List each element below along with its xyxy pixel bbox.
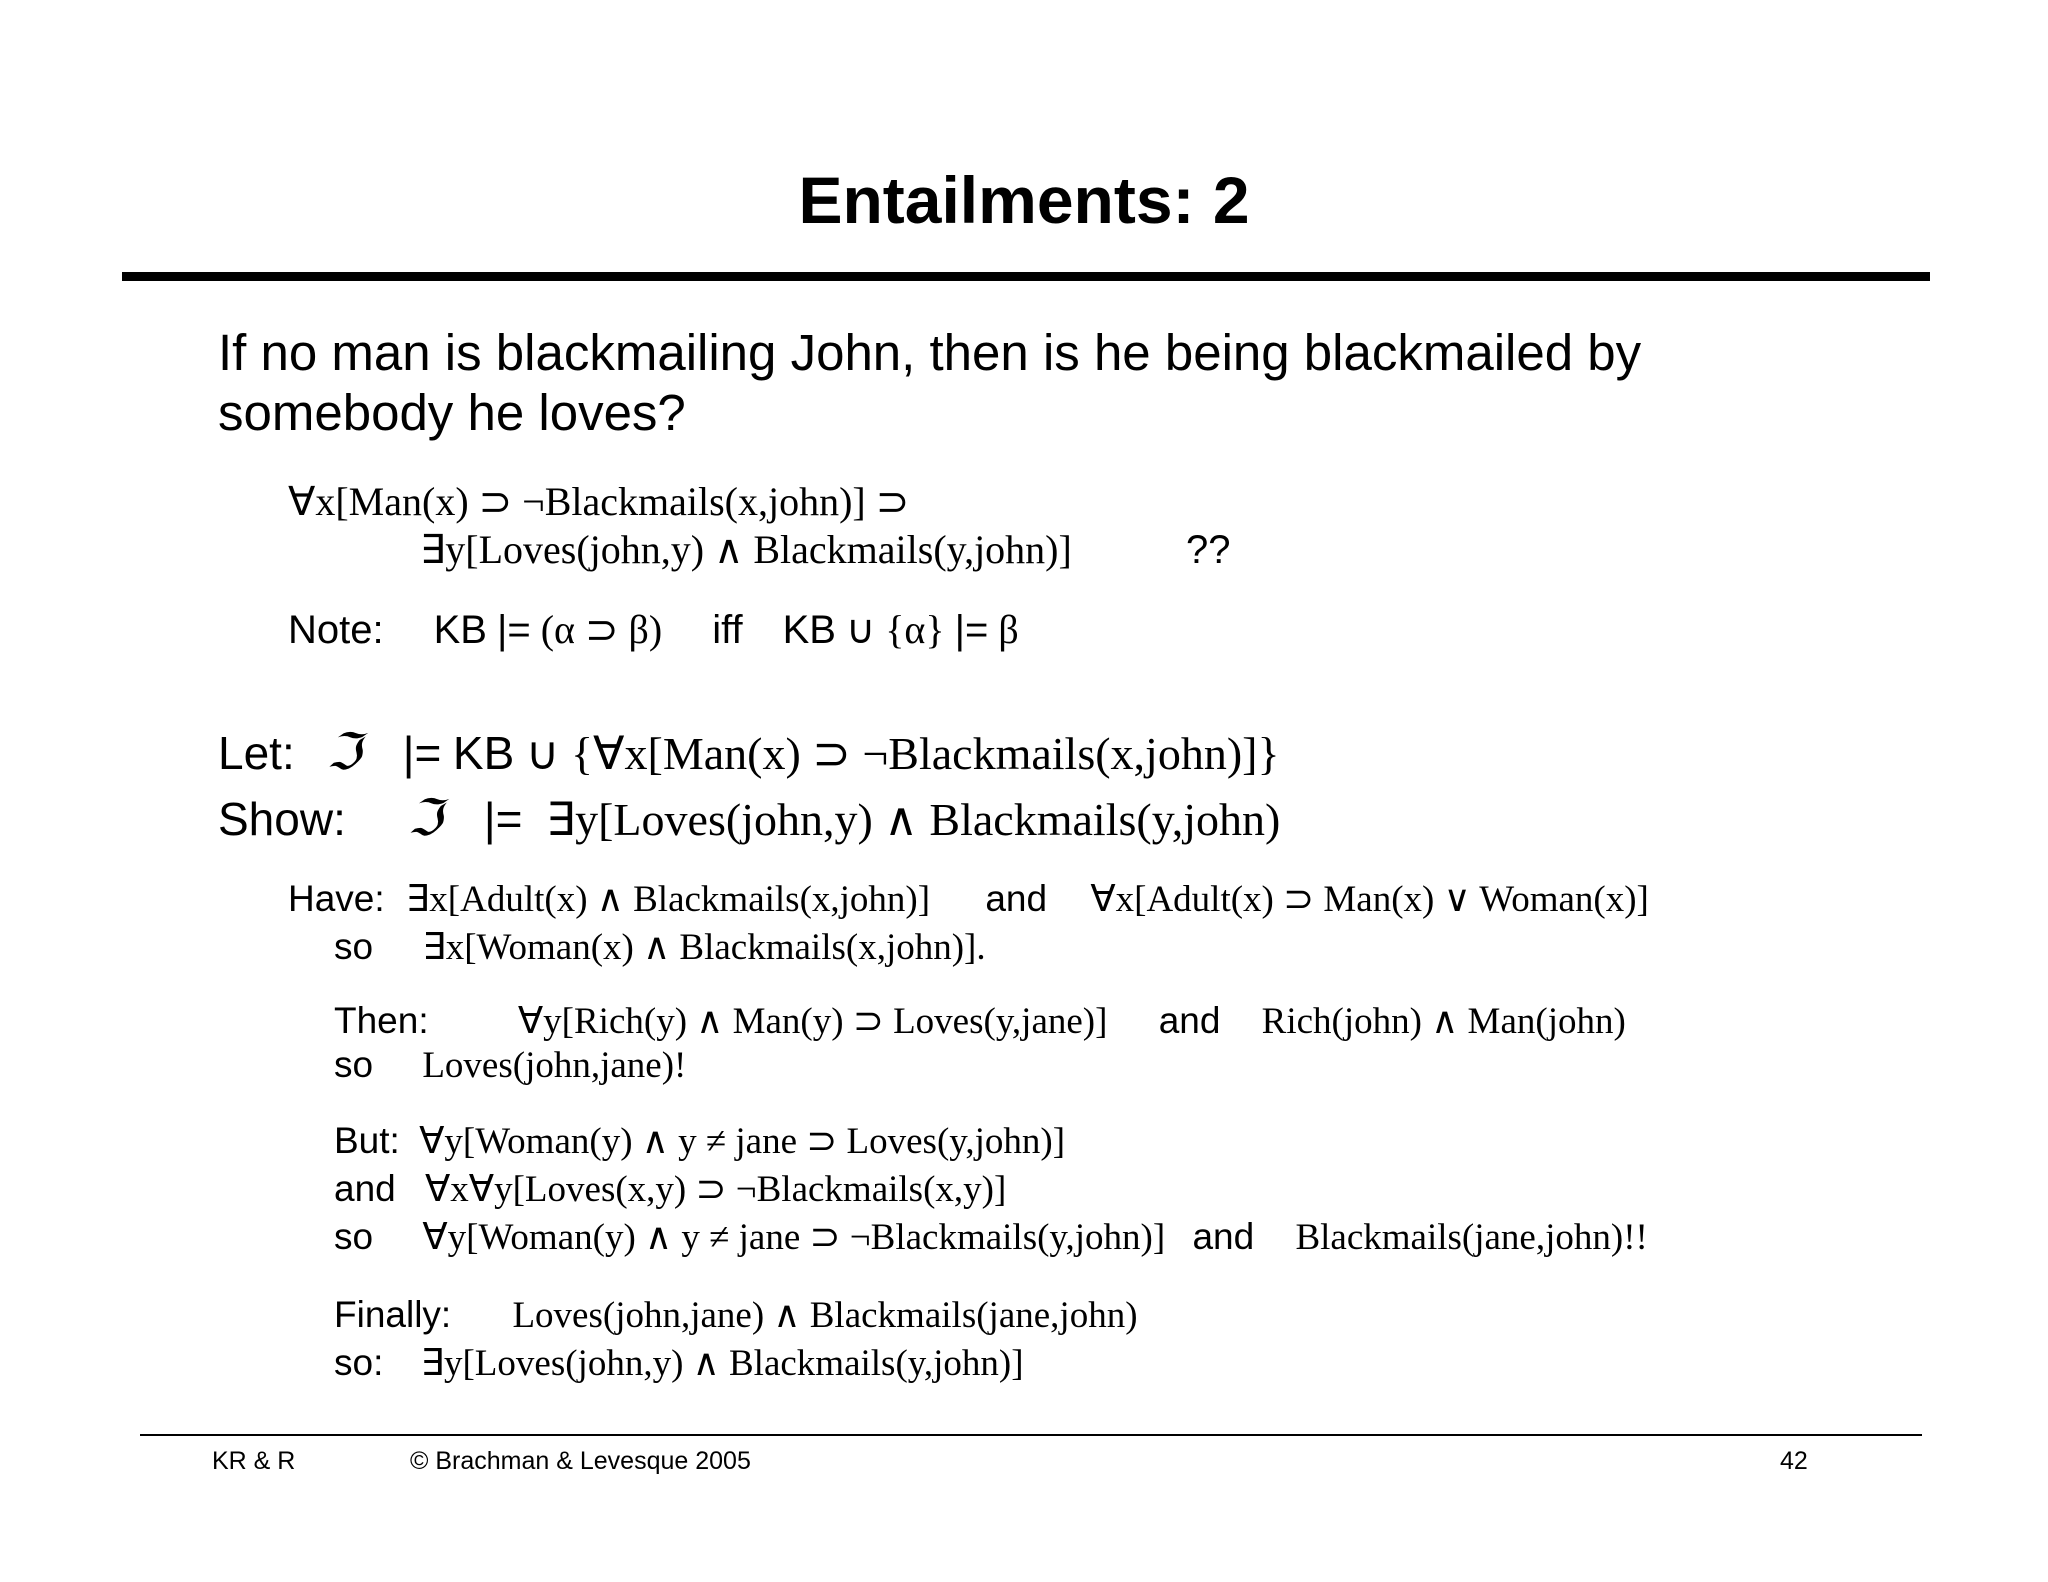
let-line [218,724,1280,782]
title-divider [122,272,1930,281]
footer-copyright: © Brachman & Levesque 2005 [410,1447,751,1475]
formula-line-1: ∀x[Man(x) ⊃ ¬Blackmails(x,john)] ⊃ [288,479,910,524]
interpretation-symbol: ℑ [326,723,362,781]
but-and-2: and [1192,1216,1255,1257]
note-label: Note: [288,608,384,652]
but-and-label: and [334,1168,396,1209]
but-label: But: [334,1120,400,1161]
note-expr-2: ∪ {α} [845,607,945,652]
but-line-1 [334,1118,1065,1165]
finally-line-1 [334,1292,1138,1339]
note-entails-1: |= [496,608,531,652]
finally-label: Finally: [334,1294,452,1335]
finally-so: so: [334,1342,384,1383]
footer-divider [140,1434,1922,1436]
but-expr-4: Blackmails(jane,john)!! [1295,1217,1648,1258]
finally-expr-1: Loves(john,jane) ∧ Blackmails(jane,john) [512,1295,1138,1336]
have-and: and [985,878,1048,919]
but-so: so [334,1216,374,1257]
then-line-2 [334,1042,686,1089]
have-expr-1: ∃x[Adult(x) ∧ Blackmails(x,john)] [405,879,931,920]
but-expr-1: ∀y[Woman(y) ∧ y ≠ jane ⊃ Loves(y,john)] [419,1121,1066,1162]
then-line-1 [334,998,1626,1045]
interpretation-symbol: ℑ [407,789,443,847]
then-expr-2: Rich(john) ∧ Man(john) [1261,1001,1626,1042]
let-kb: KB [452,727,515,779]
footer-course: KR & R [212,1447,296,1475]
note-entails-2: |= [954,608,989,652]
have-line-1 [288,876,1649,923]
then-expr-1: ∀y[Rich(y) ∧ Man(y) ⊃ Loves(y,jane)] [517,1001,1108,1042]
show-entails: |= [483,793,523,845]
then-so: so [334,1044,374,1085]
finally-line-2 [334,1340,1024,1387]
have-so: so [334,926,374,967]
let-expr: ∪ {∀x[Man(x) ⊃ ¬Blackmails(x,john)]} [525,728,1280,779]
show-line [218,790,1280,848]
note-kb-1: KB [433,608,487,652]
but-expr-3: ∀y[Woman(y) ∧ y ≠ jane ⊃ ¬Blackmails(y,john)] [422,1217,1166,1258]
note-line [288,606,1019,654]
then-label: Then: [334,1000,429,1041]
let-entails: |= [402,727,442,779]
note-iff: iff [712,608,743,652]
then-and: and [1158,1000,1221,1041]
have-expr-3: ∃x[Woman(x) ∧ Blackmails(x,john)]. [422,927,986,968]
but-expr-2: ∀x∀y[Loves(x,y) ⊃ ¬Blackmails(x,y)] [424,1169,1007,1210]
show-expr: ∃y[Loves(john,y) ∧ Blackmails(y,john) [546,794,1281,845]
slide-title: Entailments: 2 [798,163,1250,237]
finally-expr-2: ∃y[Loves(john,y) ∧ Blackmails(y,john)] [420,1343,1024,1384]
note-beta: β [998,607,1019,652]
have-expr-2: ∀x[Adult(x) ⊃ Man(x) ∨ Woman(x)] [1090,879,1649,920]
let-label: Let: [218,727,295,779]
note-expr-1: (α ⊃ β) [540,607,663,652]
have-label: Have: [288,878,385,919]
question-line-1: If no man is blackmailing John, then is he being blackmailed by [218,324,1642,381]
note-kb-2: KB [782,608,836,652]
formula-line-2-suffix: ?? [1186,528,1231,572]
have-line-2 [334,924,986,971]
show-label: Show: [218,793,346,845]
but-line-2 [334,1166,1006,1213]
but-line-3 [334,1214,1648,1261]
question-line-2: somebody he loves? [218,384,686,441]
formula-line-2: ∃y[Loves(john,y) ∧ Blackmails(y,john)] [420,527,1072,572]
then-expr-3: Loves(john,jane)! [422,1045,687,1086]
footer-page-number: 42 [1780,1447,1808,1475]
